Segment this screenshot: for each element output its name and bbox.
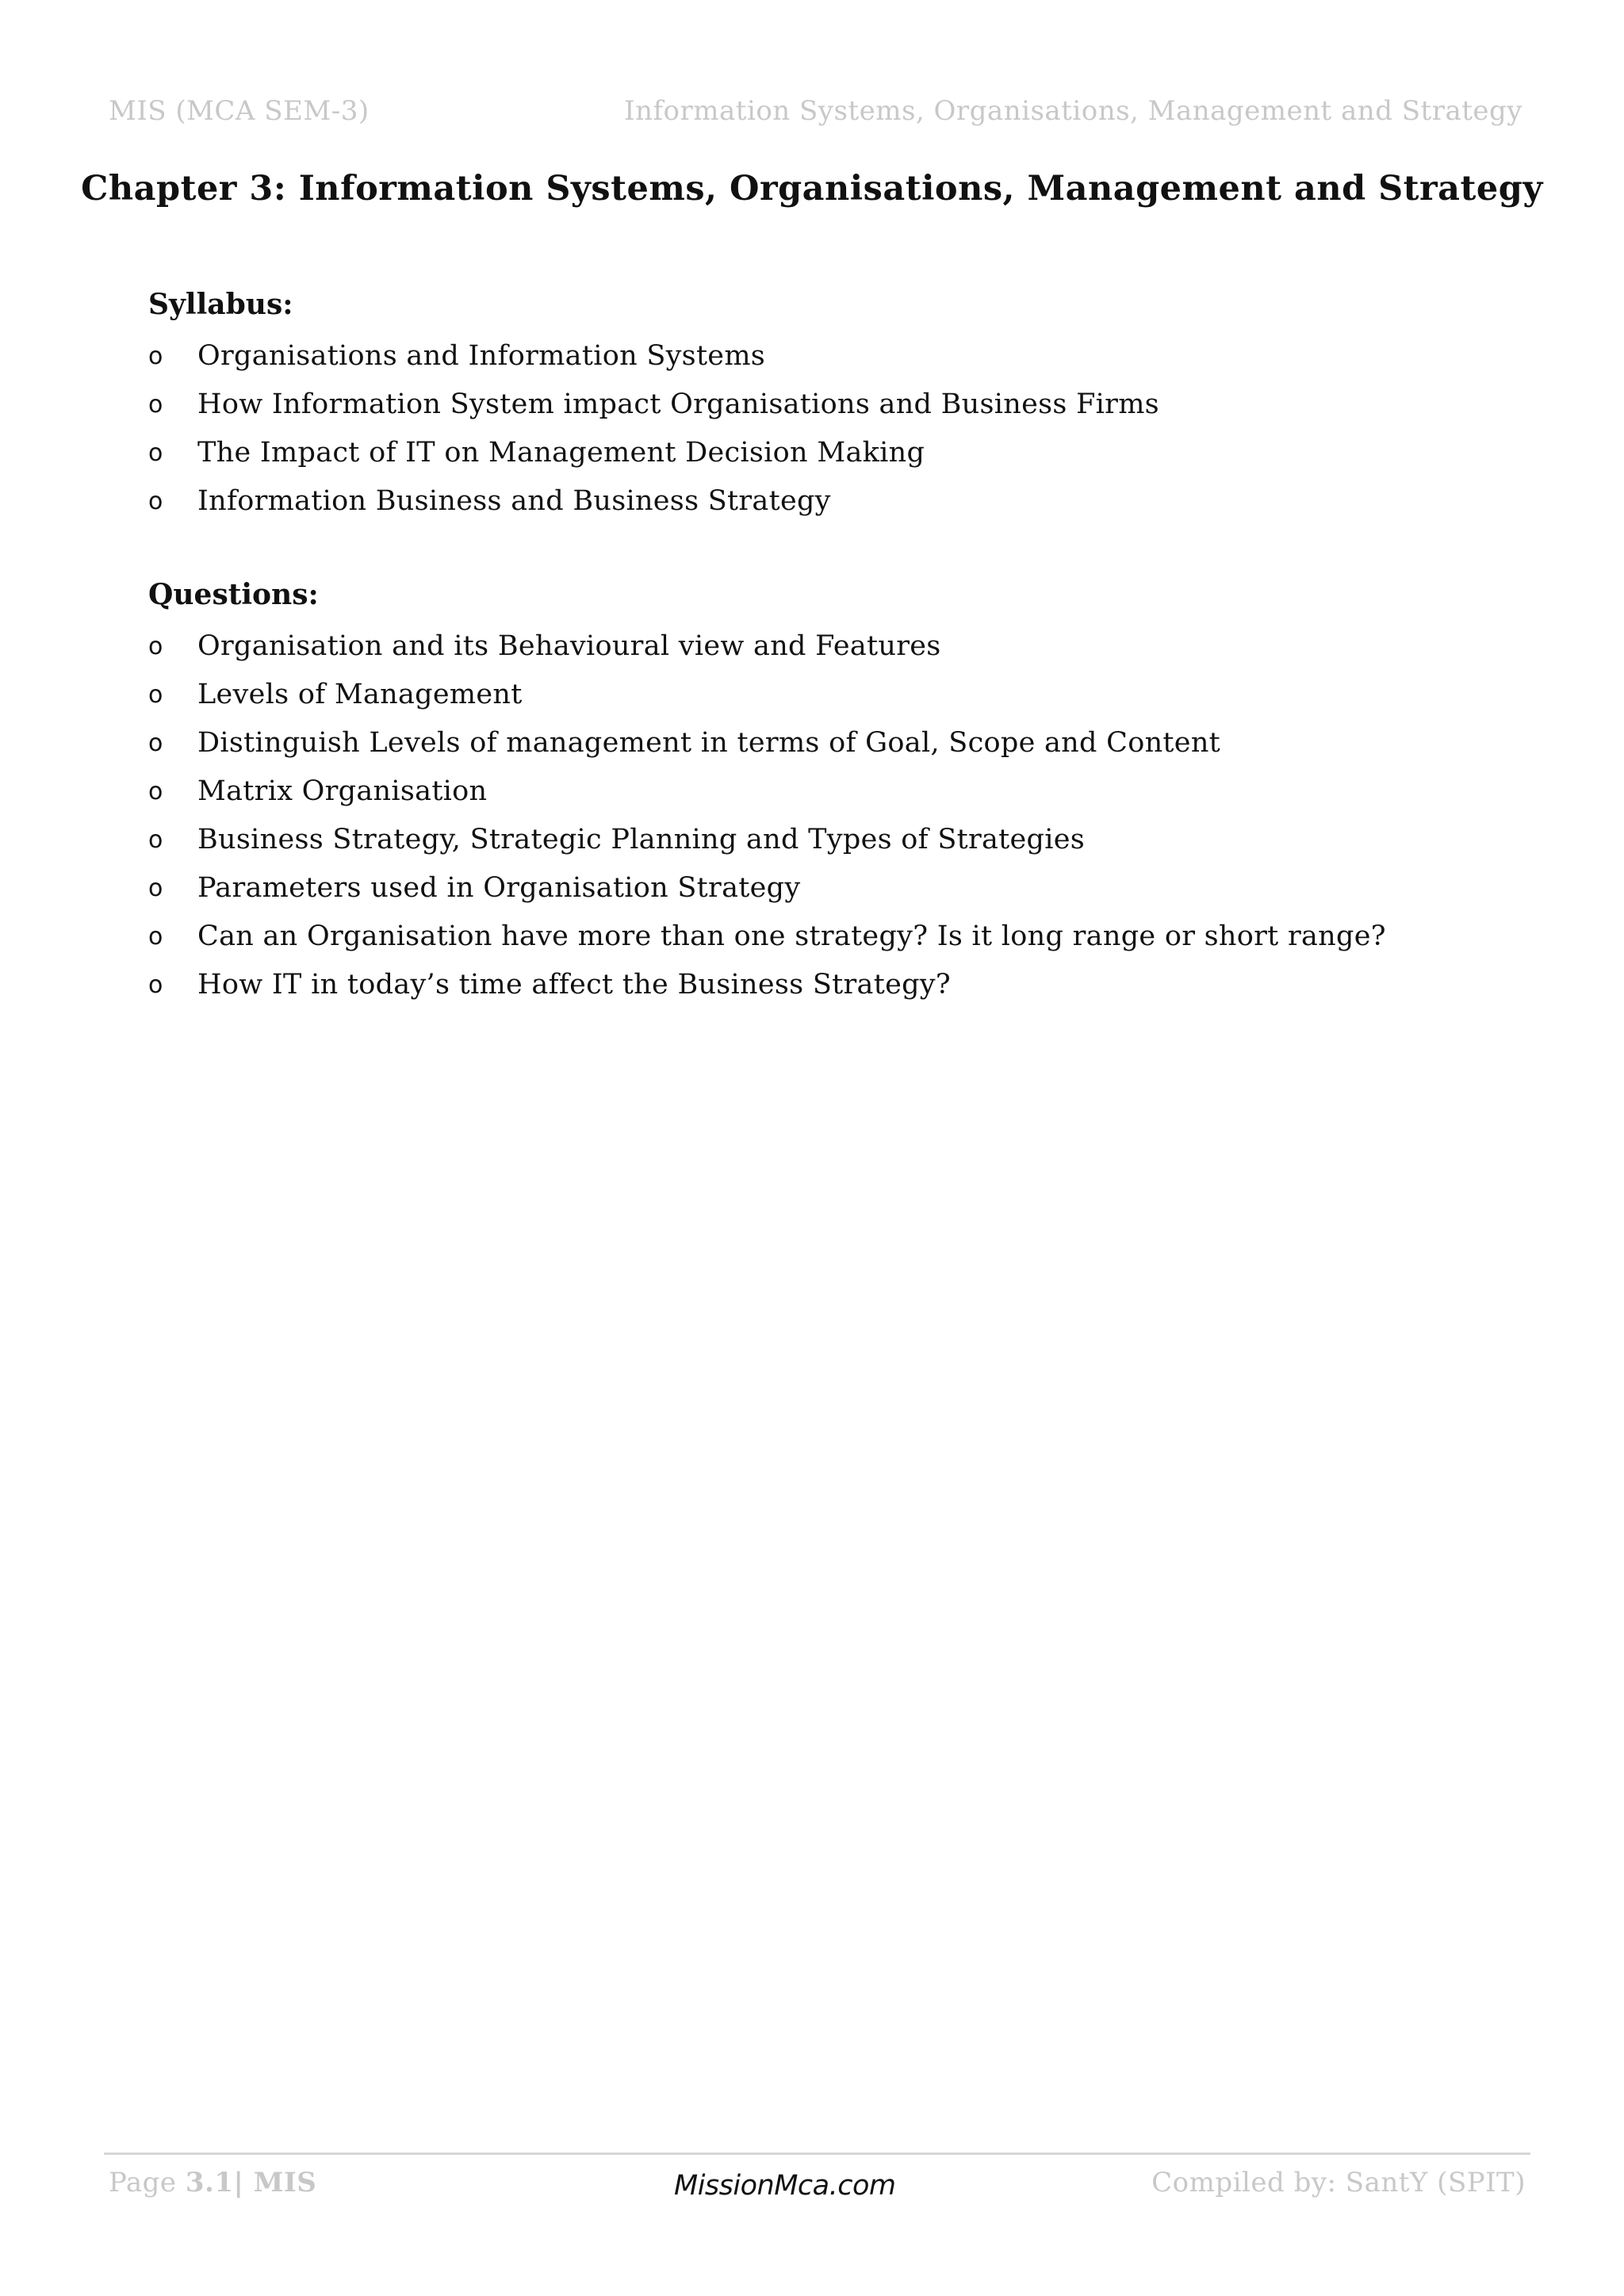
- syllabus-item-text: Organisations and Information Systems: [197, 340, 766, 372]
- bullet-icon: o: [148, 923, 163, 951]
- bullet-icon: o: [148, 439, 163, 467]
- list-item: [148, 767, 1544, 816]
- footer-compiled-by: Compiled by: SantY (SPIT): [1151, 2167, 1526, 2198]
- question-item-text: Business Strategy, Strategic Planning and Types of Strategies: [197, 824, 1086, 855]
- list-item: [148, 622, 1544, 671]
- question-item-text: Distinguish Levels of management in terms of Goal, Scope and Content: [197, 727, 1221, 759]
- syllabus-heading: Syllabus:: [148, 288, 293, 321]
- missionmca-logo: MissionMca.com: [674, 2170, 896, 2202]
- bullet-icon: o: [148, 633, 163, 660]
- list-item: [148, 913, 1544, 961]
- list-item: [148, 477, 1544, 526]
- bullet-icon: o: [148, 971, 163, 999]
- list-item: [148, 719, 1544, 767]
- question-item-text: How IT in today’s time affect the Business Strategy?: [197, 969, 951, 1001]
- page-number: 3.1: [185, 2167, 234, 2198]
- page-subject: | MIS: [233, 2167, 317, 2198]
- question-item-text: Parameters used in Organisation Strategy: [197, 872, 801, 904]
- bullet-icon: o: [148, 874, 163, 902]
- chapter-title: Chapter 3: Information Systems, Organisations, Management and Strategy: [81, 169, 1543, 209]
- list-item: [148, 429, 1544, 477]
- syllabus-item-text: The Impact of IT on Management Decision Making: [197, 437, 925, 469]
- question-item-text: Organisation and its Behavioural view and Features: [197, 630, 941, 662]
- syllabus-item-text: Information Business and Business Strategy: [197, 485, 831, 517]
- list-item: [148, 332, 1544, 381]
- syllabus-section: [148, 285, 1544, 526]
- page-prefix: Page: [109, 2167, 186, 2198]
- bullet-icon: o: [148, 826, 163, 854]
- list-item: [148, 671, 1544, 719]
- questions-section: [148, 575, 1544, 1009]
- footer-page-info: [109, 2167, 316, 2198]
- list-item: [148, 961, 1544, 1009]
- list-item: [148, 381, 1544, 429]
- bullet-icon: o: [148, 342, 163, 370]
- bullet-icon: o: [148, 391, 163, 419]
- question-item-text: Can an Organisation have more than one strategy? Is it long range or short range?: [197, 920, 1386, 952]
- bullet-icon: o: [148, 729, 163, 757]
- syllabus-item-text: How Information System impact Organisations and Business Firms: [197, 388, 1159, 420]
- list-item: [148, 816, 1544, 864]
- question-item-text: Matrix Organisation: [197, 775, 488, 807]
- question-item-text: Levels of Management: [197, 679, 523, 710]
- list-item: [148, 864, 1544, 913]
- bullet-icon: o: [148, 681, 163, 709]
- running-header-right: Information Systems, Organisations, Management and Strategy: [624, 95, 1522, 127]
- questions-heading: Questions:: [148, 578, 319, 611]
- bullet-icon: o: [148, 488, 163, 515]
- running-header-left: MIS (MCA SEM-3): [109, 95, 370, 127]
- footer-divider: [104, 2152, 1530, 2155]
- bullet-icon: o: [148, 778, 163, 806]
